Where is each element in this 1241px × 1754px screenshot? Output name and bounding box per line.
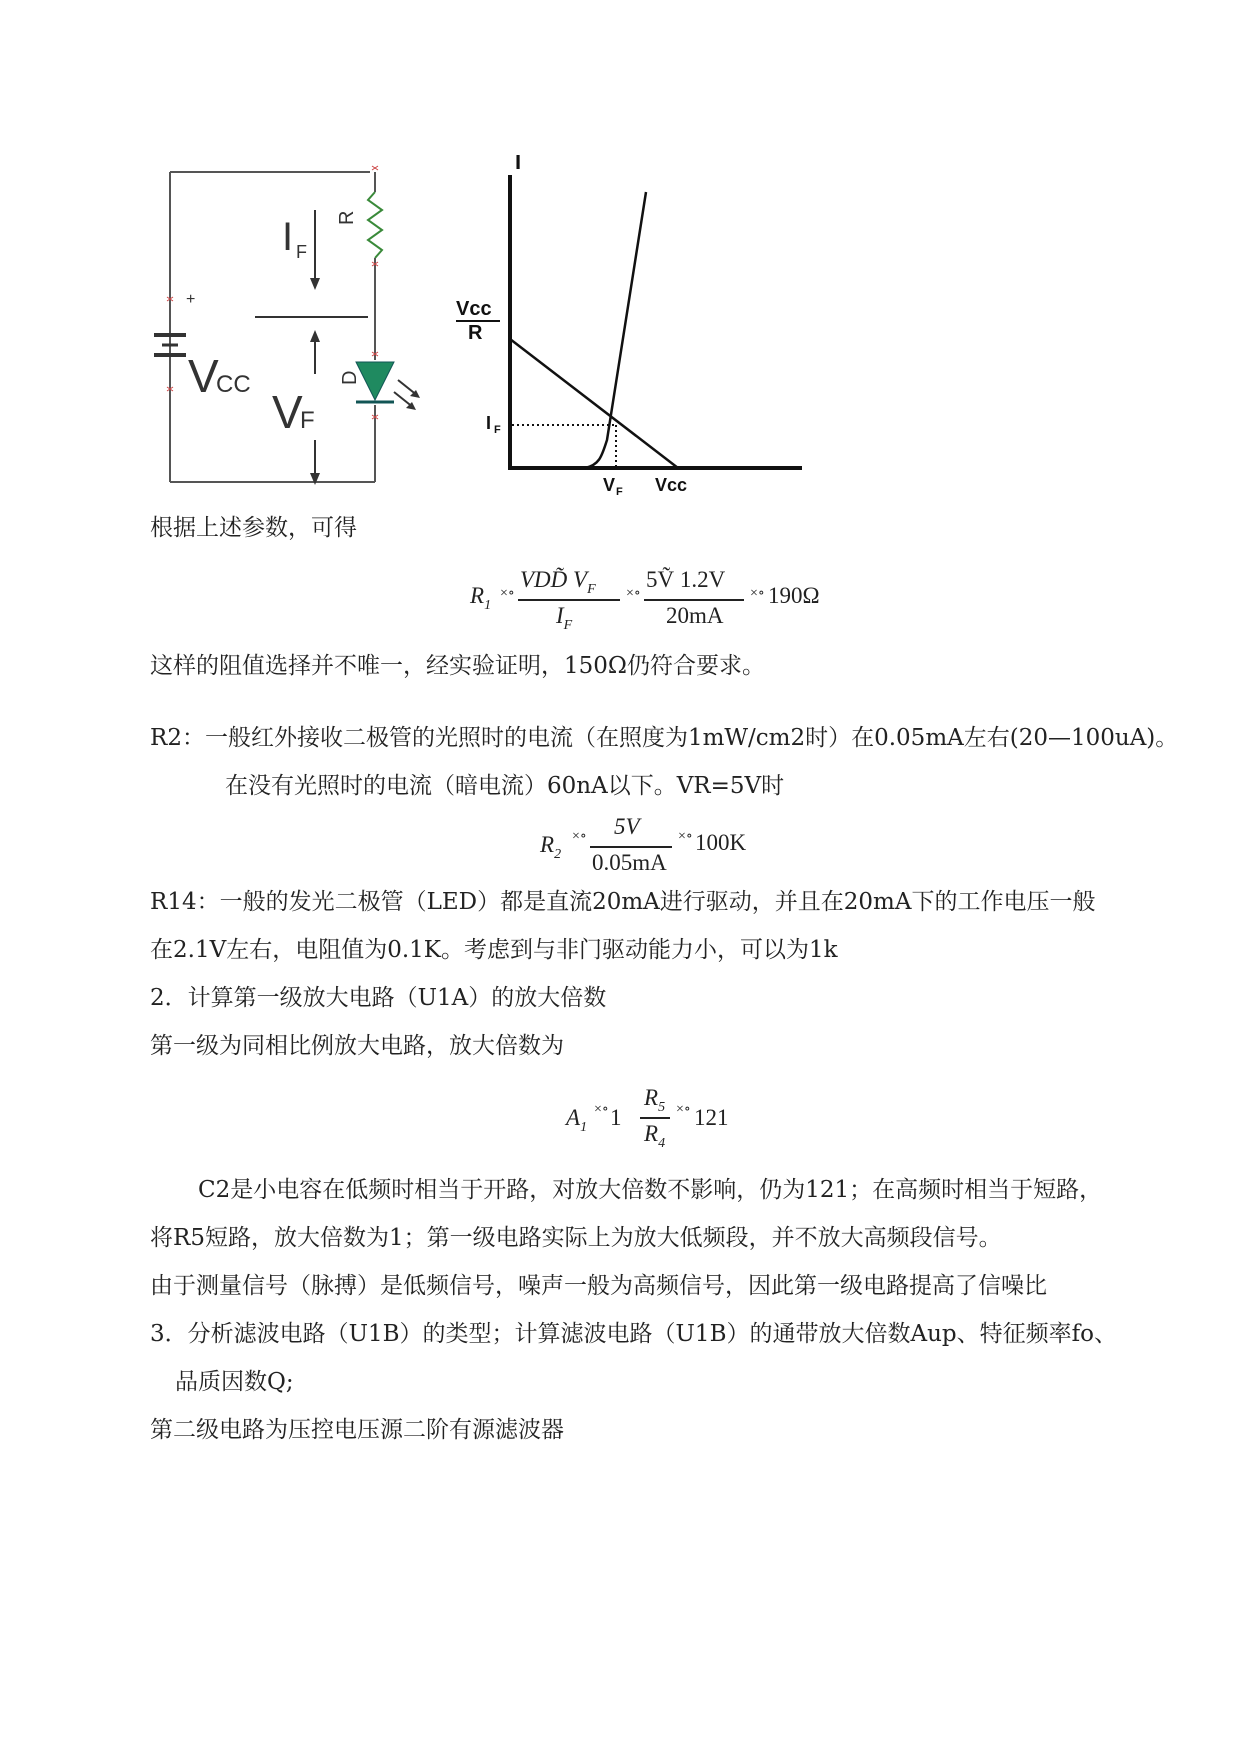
eq3-den: $R_4$ — [644, 1121, 666, 1151]
if-axis-label: I — [486, 413, 492, 433]
if-axis-sub: F — [494, 424, 501, 436]
eq1-result: 190Ω — [768, 583, 820, 608]
eq1-lhs: $R_1$ — [470, 583, 492, 613]
eq1-den1: $I_F$ — [556, 603, 573, 633]
vcc-label: V — [188, 350, 219, 402]
eq3-num: $R_5$ — [644, 1085, 666, 1115]
paragraph: R2：一般红外接收二极管的光照时的电流（在照度为1mW/cm2时）在0.05mA左右(20—100uA)。 — [150, 725, 1179, 751]
paragraph: R14：一般的发光二极管（LED）都是直流20mA进行驱动，并且在20mA下的工作电压一般 — [150, 889, 1096, 915]
paragraph: 根据上述参数，可得 — [150, 515, 357, 541]
eq3-result: 121 — [694, 1105, 729, 1130]
eq1-op-1: ×∘ — [500, 586, 515, 601]
equation-r2 — [0, 810, 1241, 880]
eq2-den: 0.05mA — [592, 850, 667, 875]
d-label: D — [339, 370, 361, 385]
paragraph: 由于测量信号（脉搏）是低频信号，噪声一般为高频信号，因此第一级电路提高了信噪比 — [150, 1273, 1047, 1299]
eq1-num2: 5Ṽ 1.2V — [646, 567, 726, 592]
eq2-num: 5V — [614, 814, 640, 839]
vcc-over-r-top: Vcc — [456, 298, 492, 320]
section-heading: 2．计算第一级放大电路（U1A）的放大倍数 — [150, 985, 607, 1011]
eq1-op-2: ×∘ — [626, 586, 641, 601]
vcc-sub: CC — [216, 371, 251, 398]
eq2-result: 100K — [695, 830, 747, 855]
paragraph: 在2.1V左右，电阻值为0.1K。考虑到与非门驱动能力小，可以为1k — [150, 937, 838, 963]
led-iv-load-line-graph — [450, 155, 810, 500]
eq1-num1: VDD̃ $V_F$ — [520, 567, 596, 597]
y-axis-label: I — [515, 155, 522, 174]
vcc-over-r-bottom: R — [468, 322, 483, 344]
vf-axis-sub: F — [616, 486, 623, 498]
eq2-lhs: $R_2$ — [540, 832, 562, 862]
led-symbol — [356, 362, 394, 400]
if-sub: F — [296, 242, 307, 262]
vf-axis-label: V — [603, 475, 616, 495]
eq3-one: 1 — [610, 1105, 622, 1130]
paragraph: 将R5短路，放大倍数为1；第一级电路实际上为放大低频段，并不放大高频段信号。 — [150, 1225, 1002, 1251]
section-heading: 3．分析滤波电路（U1B）的类型；计算滤波电路（U1B）的通带放大倍数Aup、特征频率fo、 — [150, 1321, 1117, 1347]
eq1-op-3: ×∘ — [750, 586, 765, 601]
if-label: I — [282, 215, 294, 259]
eq2-op-1: ×∘ — [572, 829, 587, 844]
eq2-op-2: ×∘ — [678, 829, 693, 844]
paragraph: 第一级为同相比例放大电路，放大倍数为 — [150, 1033, 564, 1059]
paragraph: 这样的阻值选择并不唯一，经实验证明，150Ω仍符合要求。 — [150, 653, 765, 679]
vf-label: V — [272, 386, 303, 438]
paragraph: C2是小电容在低频时相当于开路，对放大倍数不影响，仍为121；在高频时相当于短路， — [198, 1177, 1103, 1203]
paragraph: 在没有光照时的电流（暗电流）60nA以下。VR=5V时 — [225, 773, 785, 799]
equation-r1 — [0, 565, 1241, 635]
eq1-den2: 20mA — [666, 603, 724, 628]
section-heading-cont: 品质因数Q; — [175, 1369, 294, 1395]
vcc-axis-label: Vcc — [655, 475, 688, 495]
eq3-lhs: $A_1$ — [566, 1105, 588, 1135]
r-label: R — [336, 210, 358, 225]
eq3-op-2: ×∘ — [676, 1102, 691, 1117]
equation-a1 — [0, 1085, 1241, 1165]
plus-label: + — [186, 291, 196, 308]
led-circuit-diagram — [150, 160, 440, 500]
vf-sub: F — [300, 407, 315, 434]
paragraph: 第二级电路为压控电压源二阶有源滤波器 — [150, 1417, 564, 1443]
eq3-op-1: ×∘ — [594, 1102, 609, 1117]
